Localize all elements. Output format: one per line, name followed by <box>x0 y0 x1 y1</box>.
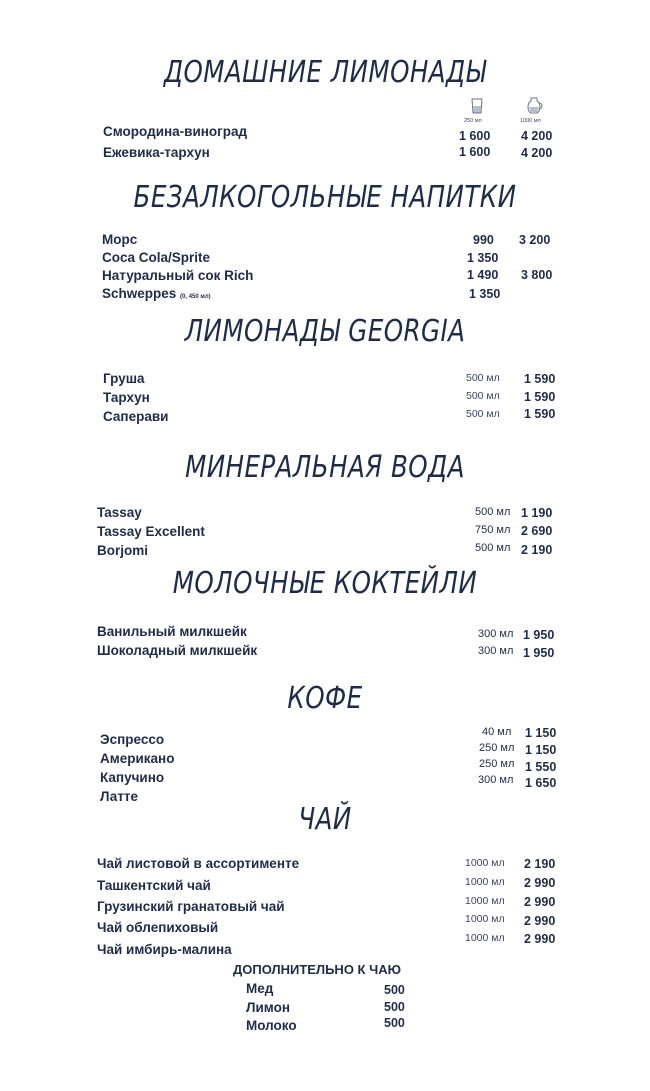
menu-price: 3 800 <box>521 268 553 282</box>
menu-volume: 1000 мл <box>465 857 505 869</box>
menu-price: 1 590 <box>524 390 556 404</box>
menu-price: 1 950 <box>523 646 555 660</box>
menu-item <box>102 286 211 301</box>
menu-item-name: Schweppes <box>102 286 177 301</box>
section-title-milkshakes: МОЛОЧНЫЕ КОКТЕЙЛИ <box>172 566 478 601</box>
menu-item: Ванильный милкшейк <box>97 624 247 639</box>
menu-item: Натуральный сок Rich <box>102 268 254 283</box>
menu-volume: 1000 мл <box>465 932 505 944</box>
section-title-soft-drinks: БЕЗАЛКОГОЛЬНЫЕ НАПИТКИ <box>133 180 517 215</box>
volume-1000-label: 1000 мл <box>520 118 541 124</box>
menu-price: 2 190 <box>524 857 556 871</box>
menu-price: 500 <box>384 1000 405 1014</box>
menu-price: 1 150 <box>525 743 557 757</box>
menu-item: Tassay <box>97 505 142 520</box>
menu-price: 500 <box>384 983 405 997</box>
menu-item: Лимон <box>246 1000 290 1015</box>
menu-volume: 750 мл <box>475 524 511 536</box>
menu-item: Грузинский гранатовый чай <box>97 899 285 914</box>
menu-item: Ташкентский чай <box>97 878 211 893</box>
menu-price: 1 550 <box>525 760 557 774</box>
menu-volume: 300 мл <box>478 645 514 657</box>
menu-item: Латте <box>100 789 139 804</box>
menu-price: 4 200 <box>521 129 553 143</box>
menu-price: 2 990 <box>524 876 556 890</box>
menu-price: 1 490 <box>467 268 499 282</box>
menu-price: 500 <box>384 1016 405 1030</box>
menu-volume: 250 мл <box>479 758 515 770</box>
menu-price: 1 590 <box>524 407 556 421</box>
menu-volume: 250 мл <box>479 742 515 754</box>
section-title-georgia: ЛИМОНАДЫ GEORGIA <box>184 314 466 349</box>
menu-price: 2 190 <box>521 543 553 557</box>
menu-item: Капучино <box>100 770 165 785</box>
menu-price: 1 950 <box>523 628 555 642</box>
menu-price: 1 350 <box>467 251 499 265</box>
menu-item: Чай облепиховый <box>97 920 219 935</box>
menu-item: Чай имбирь-малина <box>97 942 232 957</box>
glass-icon <box>470 97 484 115</box>
menu-item: Молоко <box>246 1018 297 1033</box>
jug-icon <box>525 95 545 115</box>
menu-volume: 300 мл <box>478 774 514 786</box>
menu-price: 1 150 <box>525 726 557 740</box>
menu-item-note: (0, 450 мл) <box>180 294 211 300</box>
menu-volume: 300 мл <box>478 628 514 640</box>
tea-extras-title: ДОПОЛНИТЕЛЬНО К ЧАЮ <box>233 962 402 977</box>
menu-price: 1 350 <box>469 287 501 301</box>
menu-item: Мед <box>246 981 274 996</box>
menu-item: Американо <box>100 751 175 766</box>
menu-item: Coca Cola/Sprite <box>102 250 211 265</box>
menu-item: Морс <box>102 232 138 247</box>
menu-item: Смородина-виноград <box>103 124 248 139</box>
menu-volume: 500 мл <box>475 542 511 554</box>
menu-price: 2 990 <box>524 914 556 928</box>
menu-price: 2 990 <box>524 895 556 909</box>
menu-item: Borjomi <box>97 543 149 558</box>
menu-volume: 1000 мл <box>465 876 505 888</box>
menu-volume: 500 мл <box>475 506 511 518</box>
menu-item: Саперави <box>103 409 169 424</box>
menu-volume: 1000 мл <box>465 913 505 925</box>
menu-item: Груша <box>103 371 145 386</box>
menu-price: 4 200 <box>521 146 553 160</box>
menu-price: 1 190 <box>521 506 553 520</box>
menu-volume: 500 мл <box>466 390 500 402</box>
menu-volume: 500 мл <box>466 372 500 384</box>
menu-price: 1 600 <box>459 129 491 143</box>
volume-250-label: 250 мл <box>464 118 482 124</box>
section-title-tea: ЧАЙ <box>298 802 352 837</box>
menu-item: Чай листовой в ассортименте <box>97 856 300 871</box>
menu-price: 1 590 <box>524 372 556 386</box>
menu-item: Эспрессо <box>100 732 165 747</box>
section-title-lemonades: ДОМАШНИЕ ЛИМОНАДЫ <box>163 55 487 90</box>
menu-volume: 500 мл <box>466 408 500 420</box>
menu-item: Тархун <box>103 390 150 405</box>
section-title-coffee: КОФЕ <box>287 681 363 716</box>
menu-price: 2 990 <box>524 932 556 946</box>
menu-price: 3 200 <box>519 233 551 247</box>
menu-item: Tassay Excellent <box>97 524 205 539</box>
menu-item: Ежевика-тархун <box>103 145 210 160</box>
menu-price: 2 690 <box>521 524 553 538</box>
menu-price: 1 650 <box>525 776 557 790</box>
section-title-water: МИНЕРАЛЬНАЯ ВОДА <box>185 450 465 485</box>
menu-volume: 1000 мл <box>465 895 505 907</box>
menu-item: Шоколадный милкшейк <box>97 643 258 658</box>
menu-price: 1 600 <box>459 145 491 159</box>
menu-volume: 40 мл <box>482 726 512 738</box>
menu-price: 990 <box>473 233 494 247</box>
